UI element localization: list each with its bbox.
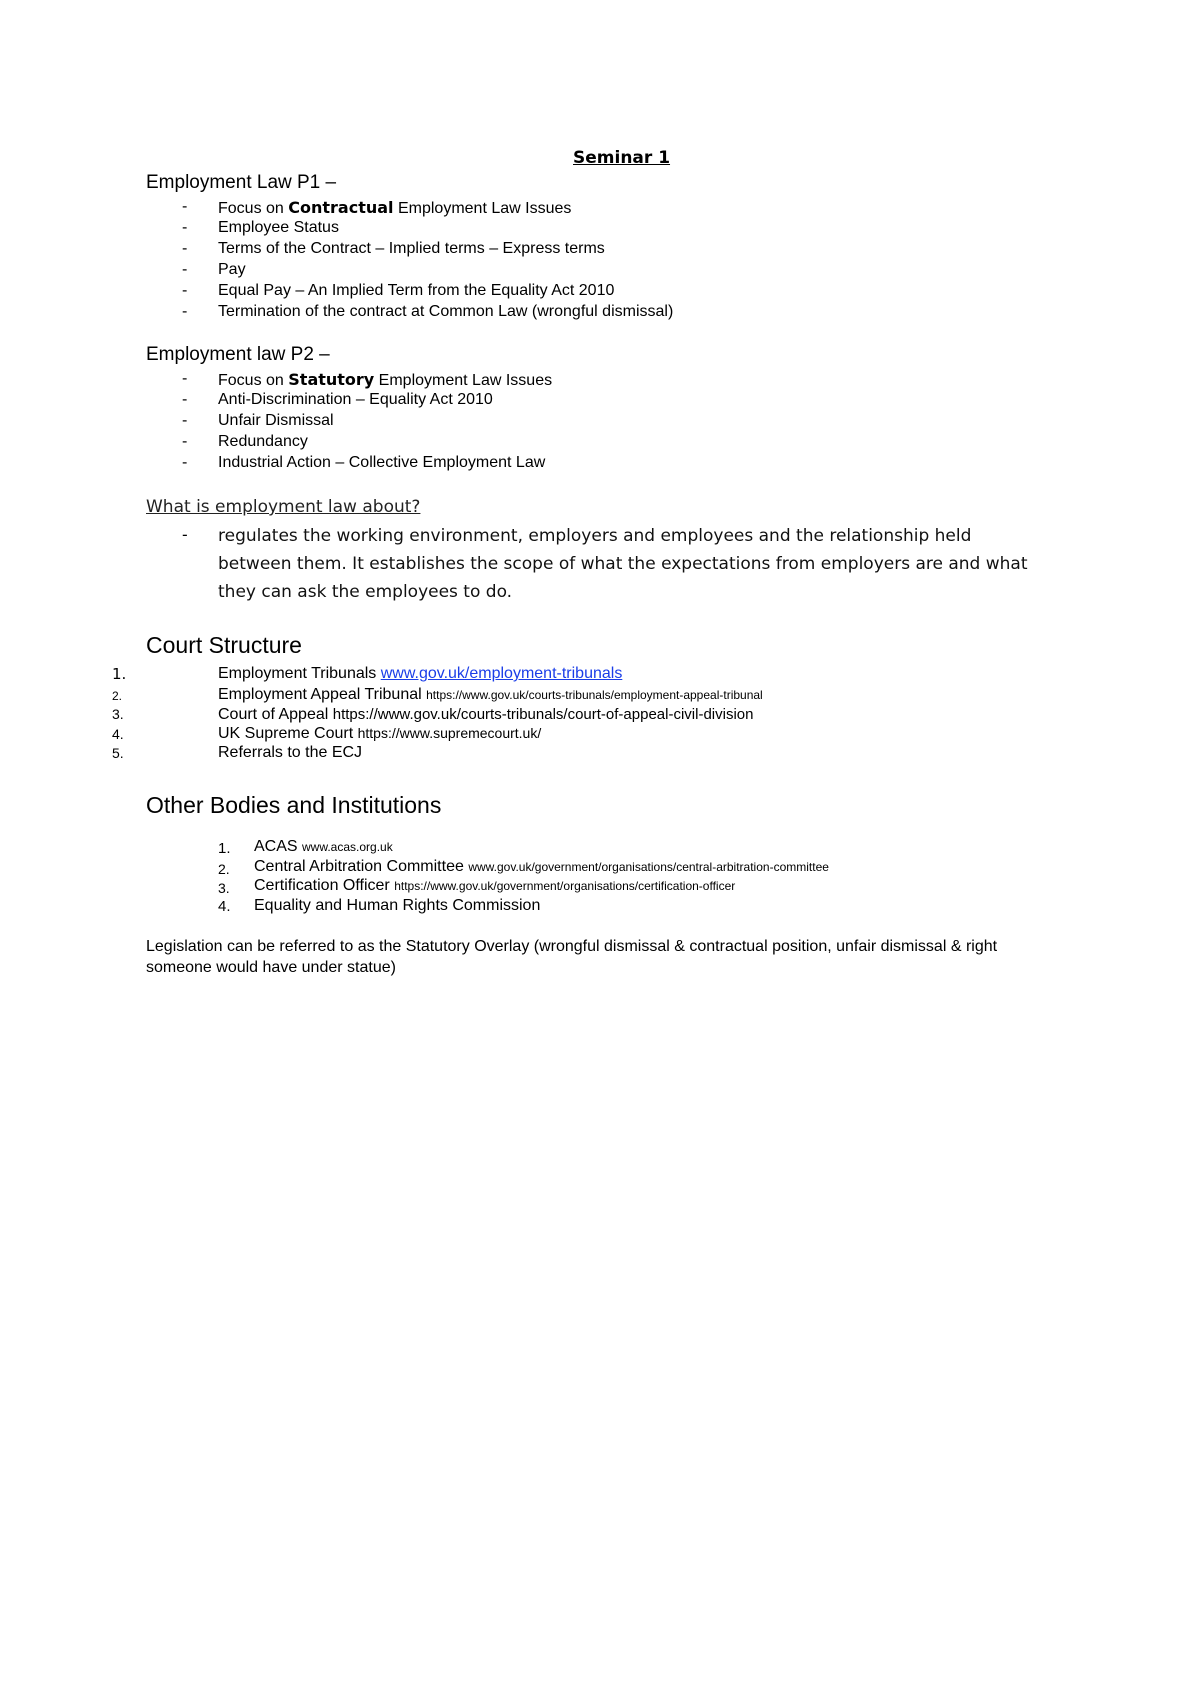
legislation-paragraph: Legislation can be referred to as the Statutory Overlay (wrongful dismissal & contractual position, unfair dismissal & right someone would have under statue) — [146, 938, 998, 976]
other-bodies-heading: Other Bodies and Institutions — [146, 792, 442, 818]
list-number: 1. — [112, 665, 127, 683]
section-heading-p2: Employment law P2 – — [146, 344, 330, 365]
bullet-dash: - — [182, 261, 188, 278]
bullet-dash: - — [182, 282, 188, 299]
court-structure-heading: Court Structure — [146, 632, 302, 658]
bullet-dash: - — [182, 303, 188, 320]
tribunals-link[interactable]: www.gov.uk/employment-tribunals — [380, 665, 623, 682]
list-number: 3. — [112, 706, 124, 722]
url-text: https://www.supremecourt.uk/ — [357, 725, 542, 741]
list-number: 1. — [218, 840, 231, 857]
bullet-dash: - — [182, 391, 188, 408]
list-item: Anti-Discrimination – Equality Act 2010 — [218, 391, 493, 408]
list-item: Termination of the contract at Common Law (wrongful dismissal) — [218, 303, 674, 320]
list-item: Focus on Statutory Employment Law Issues — [218, 370, 553, 389]
list-number: 4. — [218, 898, 231, 915]
list-item: Redundancy — [218, 433, 308, 450]
list-item: Industrial Action – Collective Employment Law — [218, 454, 546, 471]
question-heading: What is employment law about? — [146, 497, 421, 517]
list-number: 5. — [112, 745, 124, 761]
bullet-dash: - — [182, 454, 188, 471]
list-number: 2. — [112, 689, 123, 703]
court-item: Court of Appeal https://www.gov.uk/courts-tribunals/court-of-appeal-civil-division — [218, 706, 754, 723]
list-item: Employee Status — [218, 219, 339, 236]
url-text: www.gov.uk/government/organisations/central-arbitration-committee — [468, 860, 829, 874]
court-item: UK Supreme Court https://www.supremecourt.uk/ — [218, 725, 542, 742]
court-item: Referrals to the ECJ — [218, 744, 363, 761]
bullet-dash: - — [182, 433, 188, 450]
list-number: 4. — [112, 726, 124, 742]
list-item: Terms of the Contract – Implied terms – Express terms — [218, 240, 605, 257]
answer-paragraph: regulates the working environment, employers and employees and the relationship held between them. It establishes the scope of what the expectations from employers are and what they can ask the employees to do. — [218, 526, 1028, 602]
list-number: 2. — [218, 861, 230, 877]
list-number: 3. — [218, 880, 230, 896]
page-title: Seminar 1 — [573, 148, 671, 168]
bullet-dash: - — [182, 198, 188, 215]
bullet-dash: - — [182, 370, 188, 387]
list-item: Pay — [218, 261, 246, 278]
list-item: Focus on Contractual Employment Law Issues — [218, 198, 572, 217]
url-text: https://www.gov.uk/courts-tribunals/employment-appeal-tribunal — [426, 688, 763, 702]
body-item: ACAS www.acas.org.uk — [254, 838, 393, 855]
body-item: Certification Officer https://www.gov.uk/government/organisations/certification-officer — [254, 877, 736, 894]
url-text: https://www.gov.uk/government/organisations/certification-officer — [394, 879, 736, 893]
bullet-dash: - — [182, 525, 188, 544]
bullet-dash: - — [182, 240, 188, 257]
url-text: www.acas.org.uk — [302, 840, 393, 854]
bullet-dash: - — [182, 219, 188, 236]
section-heading-p1: Employment Law P1 – — [146, 172, 337, 193]
bullet-dash: - — [182, 412, 188, 429]
body-item: Equality and Human Rights Commission — [254, 897, 541, 914]
list-item: Equal Pay – An Implied Term from the Equality Act 2010 — [218, 282, 615, 299]
url-text: https://www.gov.uk/courts-tribunals/court-of-appeal-civil-division — [332, 706, 754, 723]
body-item: Central Arbitration Committee www.gov.uk/government/organisations/central-arbitration-committee — [254, 858, 829, 875]
court-item: Employment Appeal Tribunal https://www.gov.uk/courts-tribunals/employment-appeal-tribunal — [218, 686, 763, 703]
list-item: Unfair Dismissal — [218, 412, 334, 429]
court-item: Employment Tribunals www.gov.uk/employment-tribunals — [218, 665, 623, 682]
